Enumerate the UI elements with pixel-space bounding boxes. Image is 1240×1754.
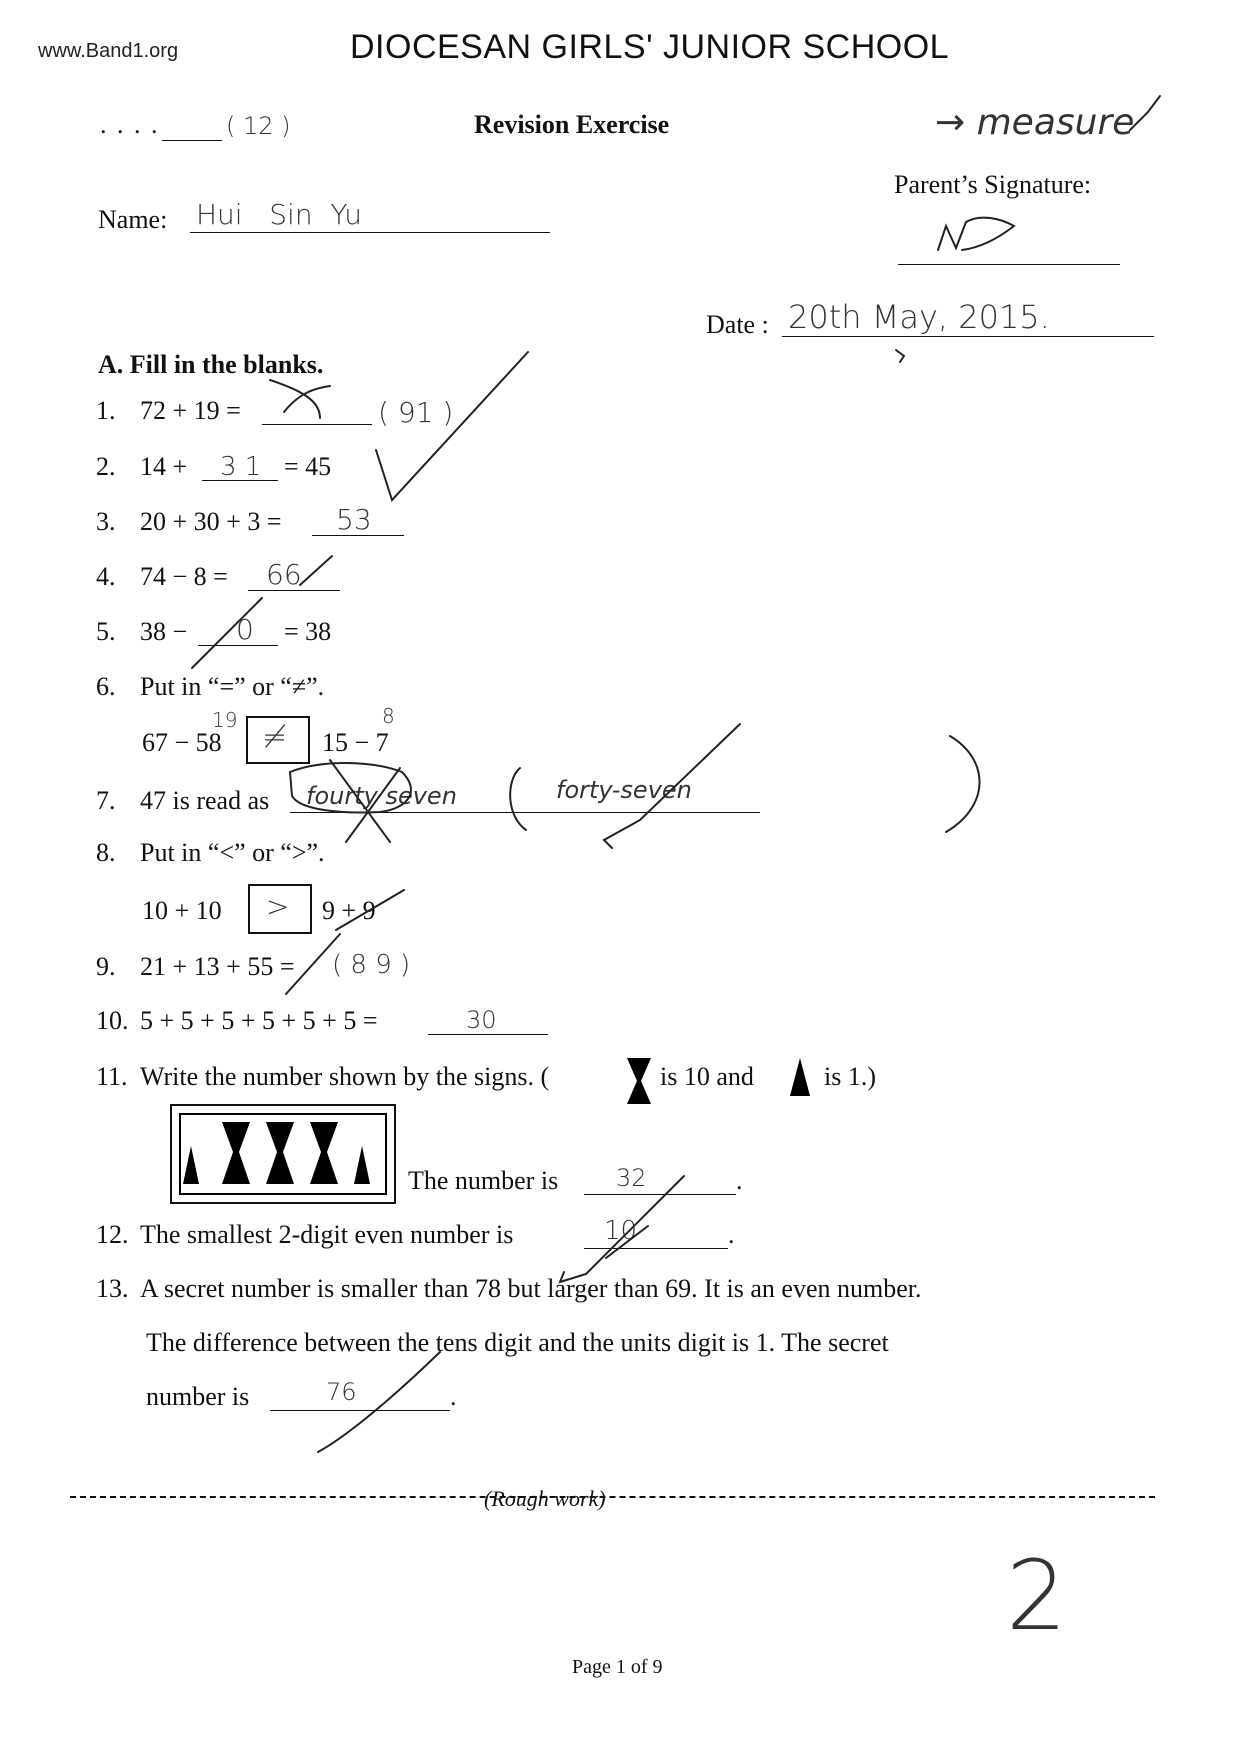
question-1: 1. 72 + 19 = xyxy=(96,396,241,425)
q11-result-label: The number is xyxy=(408,1166,559,1195)
date-tick xyxy=(896,350,904,362)
question-13: 13. A secret number is smaller than 78 but larger than 69. It is an even number. xyxy=(96,1274,922,1303)
question-7: 7. 47 is read as xyxy=(96,786,270,815)
q8-left-expression: 10 + 10 xyxy=(142,896,222,925)
hourglass-icon xyxy=(624,1056,654,1106)
q4-mark xyxy=(300,556,332,585)
parent-signature-label: Parent’s Signature: xyxy=(894,170,1092,199)
question-5-post: = 38 xyxy=(284,617,332,646)
class-ref: ( 12 ) xyxy=(226,112,291,140)
triangle-value: is 1.) xyxy=(824,1062,876,1091)
answer-5: 0 xyxy=(236,613,254,646)
answer-3: 53 xyxy=(336,503,372,536)
measure-tick xyxy=(1130,96,1160,130)
answer-7: fourty seven xyxy=(306,782,457,810)
name-line xyxy=(190,232,550,233)
signs-figure xyxy=(172,1106,394,1202)
date-line xyxy=(782,336,1154,337)
question-5: 5. 38 − xyxy=(96,617,188,646)
answer-11: 32 xyxy=(616,1164,647,1192)
question-4: 4. 74 − 8 = xyxy=(96,562,228,591)
question-2: 2. 14 + xyxy=(96,452,188,481)
rough-work-divider xyxy=(70,1496,1155,1498)
answer-12: 10 xyxy=(604,1216,638,1246)
correction-7: forty-seven xyxy=(556,776,692,804)
question-2-post: = 45 xyxy=(284,452,332,481)
answer-line-7 xyxy=(290,812,760,813)
question-8: 8. Put in “<” or “>”. xyxy=(96,838,325,867)
answer-line-13 xyxy=(270,1410,450,1411)
hourglass-value: is 10 and xyxy=(660,1062,754,1091)
question-3: 3. 20 + 30 + 3 = xyxy=(96,507,282,536)
measure-annotation: → measure xyxy=(935,102,1135,143)
question-13-line-3: number is xyxy=(146,1382,250,1411)
question-9: 9. 21 + 13 + 55 = xyxy=(96,952,295,981)
q6-left-expression: 67 − 58 xyxy=(142,728,222,757)
name-label: Name: xyxy=(98,205,168,234)
question-10: 10. 5 + 5 + 5 + 5 + 5 + 5 = xyxy=(96,1006,378,1035)
q12-period: . xyxy=(728,1220,735,1249)
q7-open-paren xyxy=(510,768,526,830)
class-ref-dots: . . . . xyxy=(100,110,160,139)
question-13-line-2: The difference between the tens digit and the units digit is 1. The secret xyxy=(146,1328,889,1357)
note-8: 8 xyxy=(382,704,395,728)
section-a-title: A. Fill in the blanks. xyxy=(98,350,324,379)
signature-line xyxy=(898,264,1120,265)
q8-symbol: > xyxy=(266,890,290,923)
answer-10: 30 xyxy=(466,1006,497,1034)
question-11: 11. Write the number shown by the signs. ( xyxy=(96,1062,550,1091)
answer-13: 76 xyxy=(326,1378,357,1406)
q7-close-paren xyxy=(946,736,980,832)
q8-right-expression: 9 + 9 xyxy=(322,896,376,925)
question-12: 12. The smallest 2-digit even number is xyxy=(96,1220,514,1249)
q6-right-expression: 15 − 7 xyxy=(322,728,389,757)
site-url: www.Band1.org xyxy=(38,40,179,62)
date-label: Date : xyxy=(706,310,769,339)
answer-line-11 xyxy=(584,1194,736,1195)
q6-symbol: ≠ xyxy=(262,720,288,755)
answer-9: ( 8 9 ) xyxy=(332,950,411,980)
answer-4: 66 xyxy=(266,558,302,591)
school-name: DIOCESAN GIRLS' JUNIOR SCHOOL xyxy=(350,28,950,66)
parent-signature xyxy=(938,218,1014,250)
page-number: Page 1 of 9 xyxy=(572,1656,663,1678)
answer-line-1 xyxy=(262,424,372,425)
name-value: Hui Sin Yu xyxy=(196,198,363,231)
answer-correction-1: ( 91 ) xyxy=(378,396,454,429)
answer-line-12 xyxy=(584,1248,728,1249)
q11-period: . xyxy=(736,1166,743,1195)
q1-struck-answer xyxy=(270,380,330,418)
date-value: 20th May, 2015. xyxy=(788,298,1050,336)
q13-period: . xyxy=(450,1382,457,1411)
score-mark: 2 xyxy=(1006,1540,1068,1652)
triangle-icon xyxy=(788,1056,812,1098)
answer-2: 3 1 xyxy=(220,452,262,482)
class-ref-line xyxy=(162,140,222,141)
signs-box xyxy=(170,1104,396,1204)
note-19: 19 xyxy=(212,708,238,732)
answer-line-10 xyxy=(428,1034,548,1035)
rough-work-label: (Rough work) xyxy=(484,1486,606,1511)
page-title: Revision Exercise xyxy=(474,110,670,139)
question-6: 6. Put in “=” or “≠”. xyxy=(96,672,325,701)
